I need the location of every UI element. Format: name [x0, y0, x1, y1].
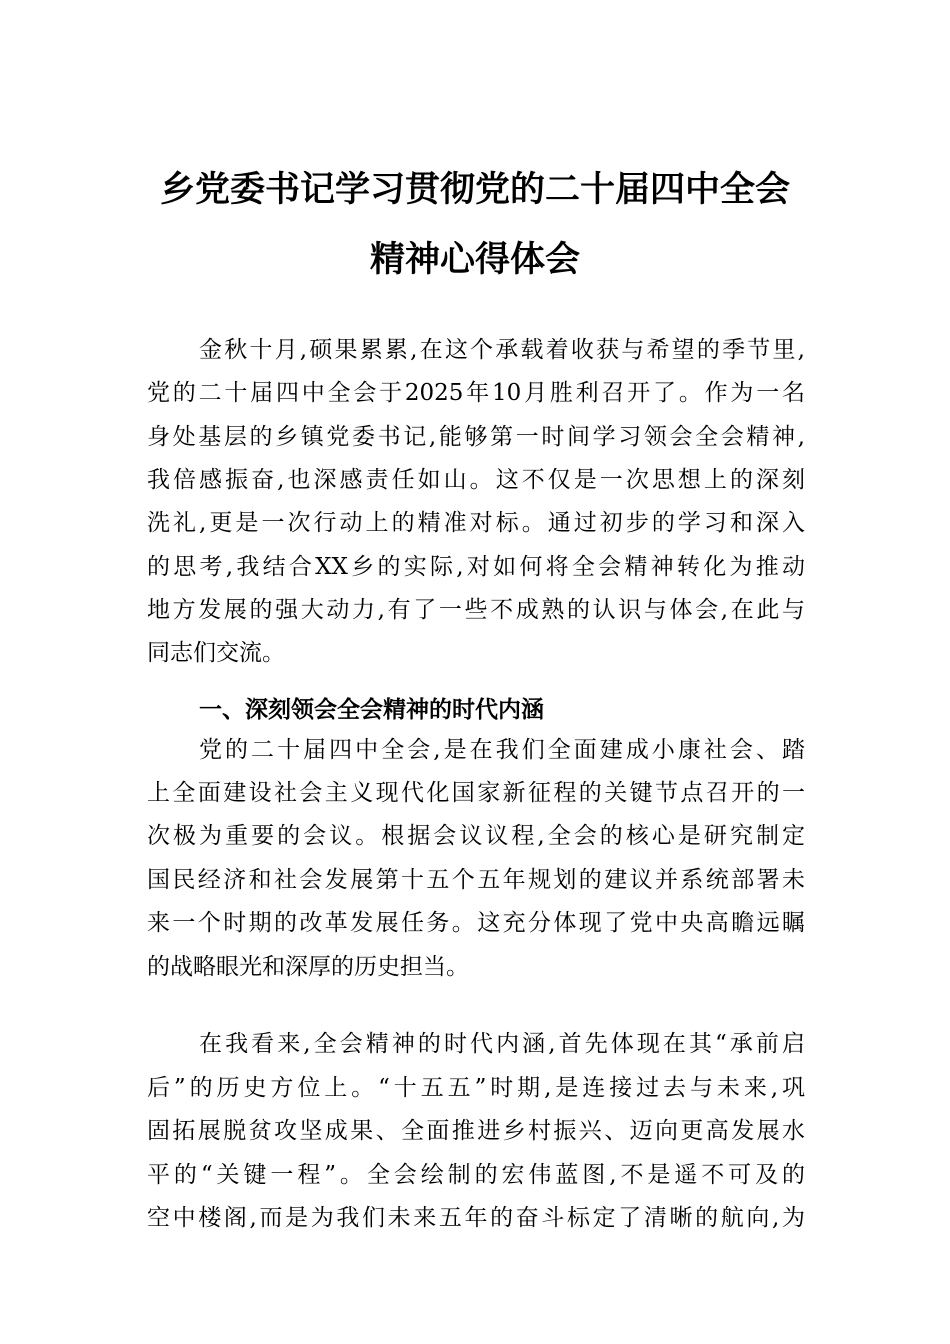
- paragraph-3-line: 平的“关键一程”。全会绘制的宏伟蓝图,不是遥不可及的: [147, 1162, 805, 1188]
- paragraph-1-line: 金秋十月,硕果累累,在这个承载着收获与希望的季节里,: [199, 337, 805, 363]
- paragraph-3-line: 后”的历史方位上。“十五五”时期,是连接过去与未来,巩: [147, 1075, 805, 1101]
- paragraph-2-line: 的战略眼光和深厚的历史担当。: [147, 954, 469, 980]
- paragraph-2-line: 上全面建设社会主义现代化国家新征程的关键节点召开的一: [147, 780, 805, 806]
- paragraph-1-line: 我倍感振奋,也深感责任如山。这不仅是一次思想上的深刻: [147, 467, 805, 493]
- paragraph-1-line: 地方发展的强大动力,有了一些不成熟的认识与体会,在此与: [147, 597, 805, 623]
- paragraph-1-line: 党的二十届四中全会于2025年10月胜利召开了。作为一名: [147, 380, 805, 406]
- paragraph-2-line: 次极为重要的会议。根据会议议程,全会的核心是研究制定: [147, 823, 805, 849]
- paragraph-2-line: 国民经济和社会发展第十五个五年规划的建议并系统部署未: [147, 867, 805, 893]
- paragraph-3-line: 在我看来,全会精神的时代内涵,首先体现在其“承前启: [199, 1031, 805, 1057]
- paragraph-1-line: 身处基层的乡镇党委书记,能够第一时间学习领会全会精神,: [147, 424, 805, 450]
- paragraph-1-line: 同志们交流。: [147, 640, 285, 666]
- paragraph-1-line: 洗礼,更是一次行动上的精准对标。通过初步的学习和深入: [147, 510, 805, 536]
- document-title-line-1: 乡党委书记学习贯彻党的二十届四中全会: [159, 169, 790, 210]
- section-heading-1: 一、深刻领会全会精神的时代内涵: [199, 697, 544, 723]
- paragraph-3-line: 空中楼阁,而是为我们未来五年的奋斗标定了清晰的航向,为: [147, 1205, 805, 1231]
- paragraph-1-line: 的思考,我结合XX乡的实际,对如何将全会精神转化为推动: [147, 554, 805, 580]
- paragraph-2-line: 来一个时期的改革发展任务。这充分体现了党中央高瞻远瞩: [147, 910, 805, 936]
- paragraph-2-line: 党的二十届四中全会,是在我们全面建成小康社会、踏: [199, 737, 805, 763]
- document-title-line-2: 精神心得体会: [369, 239, 580, 280]
- paragraph-3-line: 固拓展脱贫攻坚成果、全面推进乡村振兴、迈向更高发展水: [147, 1118, 805, 1144]
